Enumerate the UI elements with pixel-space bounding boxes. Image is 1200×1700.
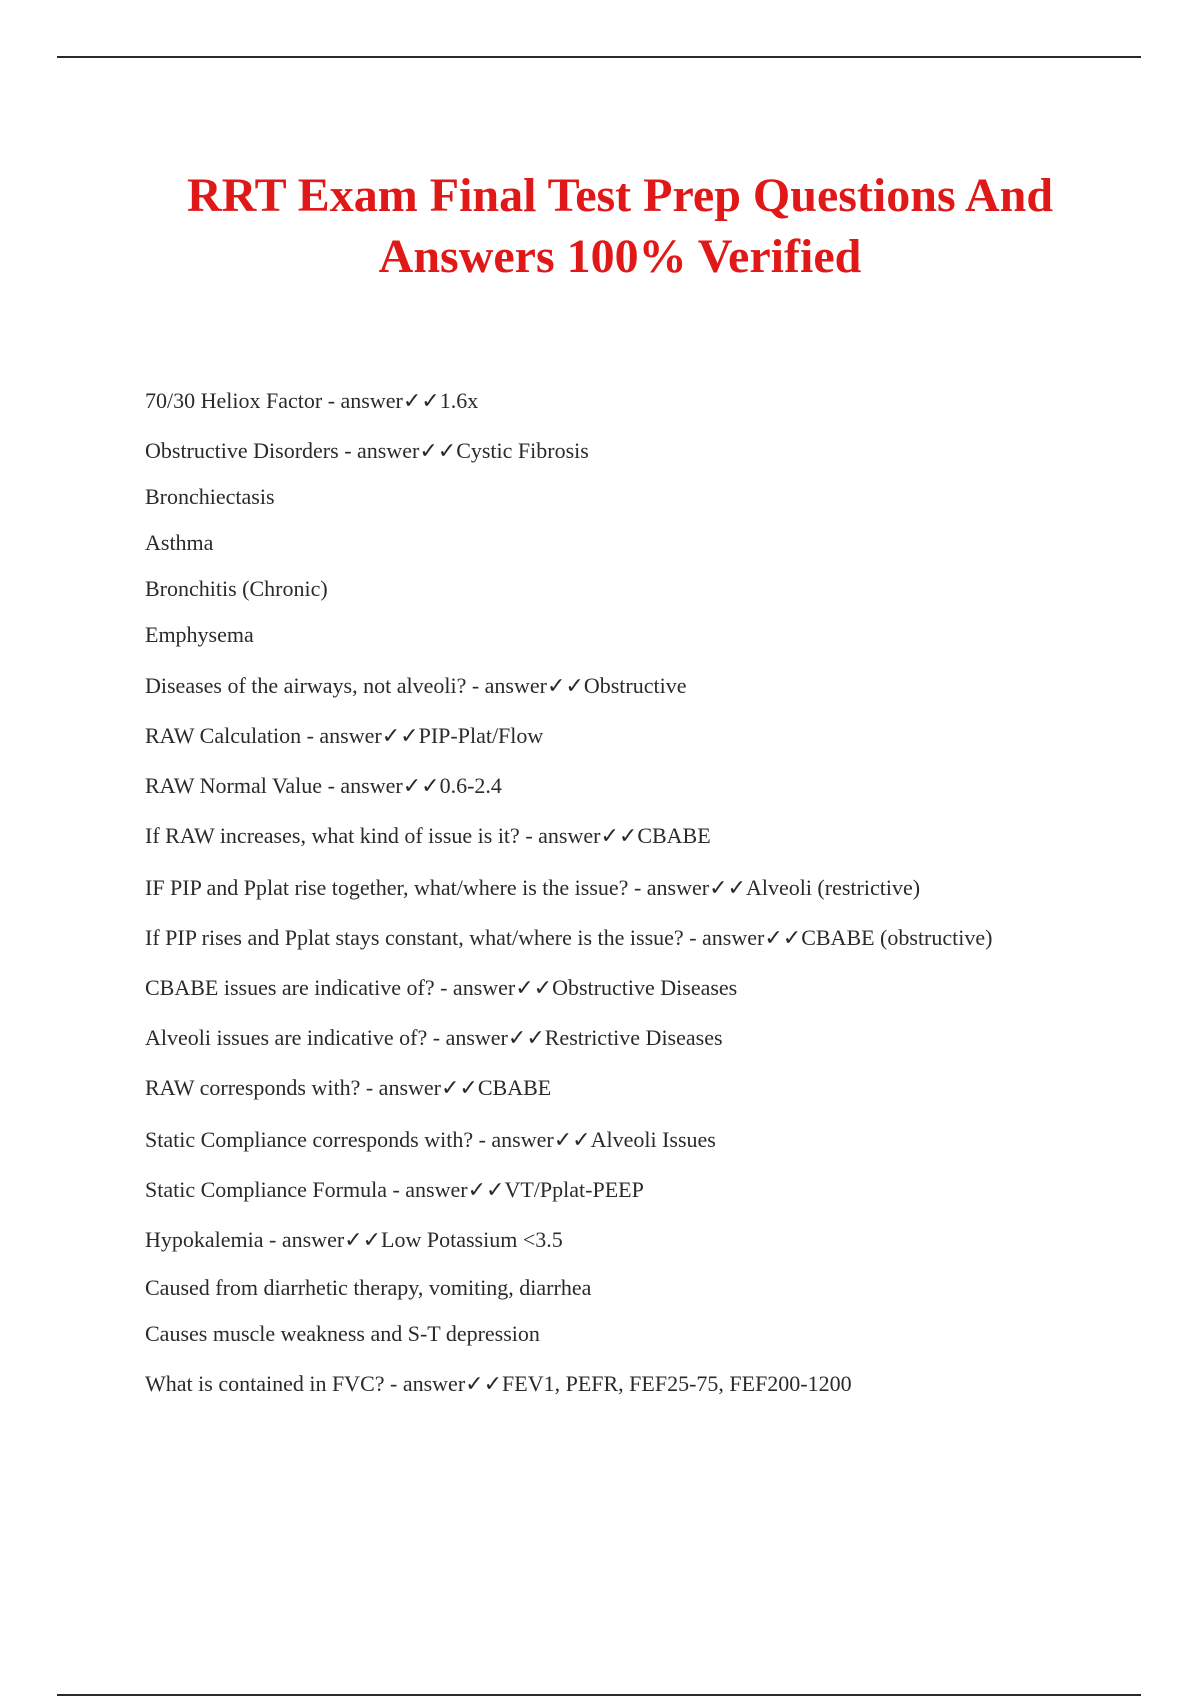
qa-item (145, 673, 687, 699)
qa-item (145, 1177, 644, 1203)
answer-marker: - answer✓✓ (263, 1227, 382, 1252)
qa-item (145, 975, 737, 1001)
continuation-line (145, 530, 213, 556)
answer-marker: - answer✓✓ (427, 1025, 545, 1050)
continuation-line (145, 622, 254, 648)
qa-item (145, 1127, 716, 1153)
title-line-2: Answers 100% Verified (378, 230, 862, 283)
qa-item (145, 723, 543, 749)
answer-marker: - answer✓✓ (628, 875, 746, 900)
line-text: Caused from diarrhetic therapy, vomiting, diarrhea (145, 1275, 592, 1300)
question-text: RAW corresponds with? (145, 1075, 361, 1100)
question-text: Hypokalemia (145, 1227, 264, 1252)
answer-text: Alveoli Issues (590, 1127, 716, 1152)
answer-text: Low Potassium <3.5 (381, 1227, 563, 1252)
answer-marker: - answer✓✓ (338, 438, 457, 463)
answer-marker: - answer✓✓ (519, 823, 638, 848)
answer-marker: - answer✓✓ (683, 925, 802, 950)
answer-text: Alveoli (restrictive) (745, 875, 921, 900)
qa-item (145, 1227, 563, 1253)
question-text: What is contained in FVC? (145, 1371, 385, 1396)
line-text: Bronchiectasis (145, 484, 275, 509)
title-line-1: RRT Exam Final Test Prep Questions And (186, 169, 1054, 222)
qa-item (145, 1371, 852, 1397)
question-text: Static Compliance corresponds with? (145, 1127, 474, 1152)
answer-marker: - answer✓✓ (473, 1127, 591, 1152)
answer-marker: - answer✓✓ (386, 1177, 505, 1202)
line-text: Causes muscle weakness and S-T depression (145, 1321, 540, 1346)
question-text: Obstructive Disorders (145, 438, 339, 463)
answer-text: Obstructive (583, 673, 687, 698)
qa-item (145, 1075, 551, 1101)
answer-marker: - answer✓✓ (434, 975, 553, 1000)
answer-text: CBABE (obstructive) (801, 925, 993, 950)
answer-text: Cystic Fibrosis (456, 438, 589, 463)
question-text: CBABE issues are indicative of? (145, 975, 435, 1000)
line-text: Emphysema (145, 622, 254, 647)
answer-text: CBABE (477, 1075, 552, 1100)
question-text: 70/30 Heliox Factor (145, 388, 323, 413)
question-text: RAW Calculation (145, 723, 302, 748)
question-text: If PIP rises and Pplat stays constant, what/where is the issue? (145, 925, 684, 950)
question-text: Static Compliance Formula (145, 1177, 387, 1202)
answer-marker: - answer✓✓ (466, 673, 584, 698)
qa-item (145, 773, 502, 799)
question-text: Alveoli issues are indicative of? (145, 1025, 428, 1050)
answer-marker: - answer✓✓ (301, 723, 419, 748)
answer-text: Restrictive Diseases (544, 1025, 723, 1050)
answer-marker: - answer✓✓ (360, 1075, 478, 1100)
qa-item (145, 925, 992, 951)
question-text: Diseases of the airways, not alveoli? (145, 673, 467, 698)
answer-text: PIP-Plat/Flow (418, 723, 544, 748)
document-title (100, 165, 1140, 287)
line-text: Asthma (145, 530, 214, 555)
answer-marker: - answer✓✓ (322, 388, 440, 413)
continuation-line (145, 484, 275, 510)
answer-text: 1.6x (439, 388, 479, 413)
question-text: If RAW increases, what kind of issue is it? (145, 823, 520, 848)
question-text: RAW Normal Value (145, 773, 323, 798)
line-text: Bronchitis (Chronic) (145, 576, 328, 601)
qa-item (145, 1025, 723, 1051)
answer-text: FEV1, PEFR, FEF25-75, FEF200-1200 (502, 1371, 852, 1396)
qa-item (145, 823, 711, 849)
qa-item (145, 438, 589, 464)
answer-marker: - answer✓✓ (322, 773, 440, 798)
question-text: IF PIP and Pplat rise together, what/where is the issue? (145, 875, 629, 900)
answer-text: 0.6-2.4 (439, 773, 502, 798)
answer-marker: - answer✓✓ (384, 1371, 503, 1396)
answer-text: Obstructive Diseases (552, 975, 738, 1000)
answer-text: VT/Pplat-PEEP (504, 1177, 644, 1202)
qa-item (145, 388, 478, 414)
continuation-line (145, 1321, 540, 1347)
qa-item (145, 875, 920, 901)
top-rule (57, 56, 1141, 58)
continuation-line (145, 1275, 591, 1301)
bottom-rule (57, 1694, 1141, 1696)
answer-text: CBABE (637, 823, 711, 848)
continuation-line (145, 576, 328, 602)
